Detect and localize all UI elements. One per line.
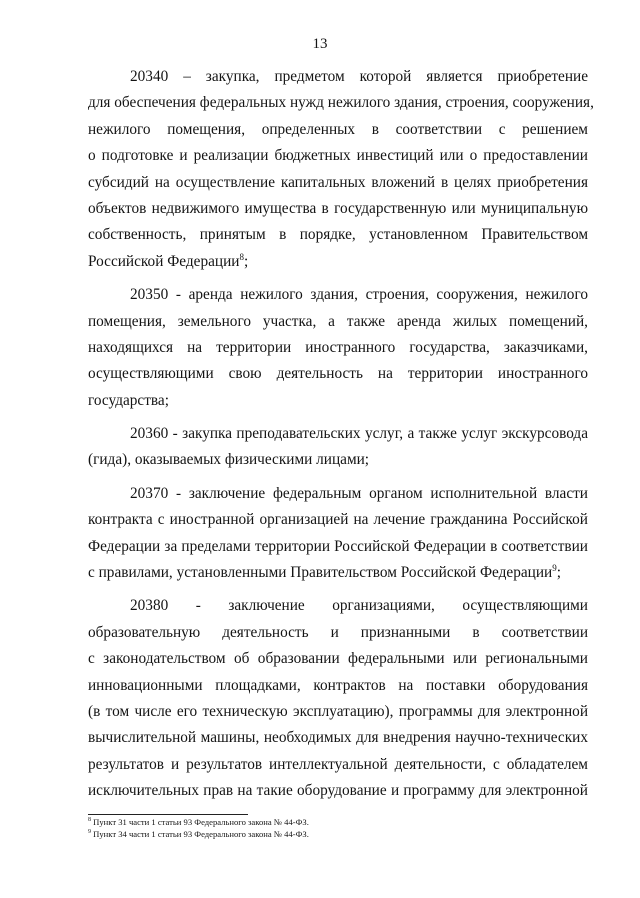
paragraph-line-last xyxy=(88,560,588,586)
footnote-ref-8[interactable]: 8 xyxy=(239,251,244,262)
paragraph-line: находящихся на территории иностранного государства, заказчиками, xyxy=(88,338,588,356)
paragraph-line: для обеспечения федеральных нужд нежилого здания, строения, сооружения, xyxy=(88,94,594,112)
paragraph-line: собственность, принятым в порядке, установленном Правительством xyxy=(88,226,588,244)
paragraph-20360 xyxy=(88,421,588,474)
paragraph-line-last: (гида), оказываемых физическими лицами; xyxy=(88,451,370,469)
paragraph-line: помещения, земельного участка, а также аренда жилых помещений, xyxy=(88,312,588,330)
paragraph-line: образовательную деятельность и признанными в соответствии xyxy=(88,623,588,641)
footnote-separator xyxy=(88,814,248,815)
footnote-text: Пункт 34 части 1 статьи 93 Федерального закона № 44-ФЗ. xyxy=(93,828,309,839)
paragraph-line: контракта с иностранной организацией на лечение гражданина Российской xyxy=(88,511,588,529)
paragraph-tail: ; xyxy=(243,252,249,270)
paragraph-20350 xyxy=(88,282,588,414)
footnote-number: 9 xyxy=(88,828,91,835)
footnote-number: 8 xyxy=(88,817,91,824)
paragraph-20370 xyxy=(88,481,588,587)
paragraph-line-text: Российской Федерации xyxy=(88,252,240,270)
paragraph-line: 20370 - заключение федеральным органом исполнительной власти xyxy=(130,484,588,502)
paragraph-line-last: государства; xyxy=(88,391,169,409)
paragraph-line: 20340 – закупка, предметом которой является приобретение xyxy=(130,68,588,85)
paragraph-line: нежилого помещения, определенных в соответствии с решением xyxy=(88,120,588,138)
footnote-ref-9[interactable]: 9 xyxy=(552,562,557,573)
paragraph-line: Федерации за пределами территории Российской Федерации в соответствии xyxy=(88,537,588,555)
footnote-text: Пункт 31 части 1 статьи 93 Федерального закона № 44-ФЗ. xyxy=(93,817,309,827)
paragraph-line: (в том числе его техническую эксплуатацию), программы для электронной xyxy=(88,702,588,720)
paragraph-tail: ; xyxy=(556,564,561,582)
paragraph-line: инновационными площадками, контрактов на поставки оборудования xyxy=(88,676,588,694)
paragraph-20340 xyxy=(88,64,594,275)
paragraph-line: осуществляющими свою деятельность на территории иностранного xyxy=(88,365,588,383)
paragraph-line: исключительных прав на такие оборудование и программу для электронной xyxy=(88,782,588,800)
paragraph-line: 20350 - аренда нежилого здания, строения, сооружения, нежилого xyxy=(130,286,588,304)
paragraph-line: результатов и результатов интеллектуальной деятельности, с обладателем xyxy=(88,755,588,773)
paragraph-line-last xyxy=(88,249,588,275)
footnote-8 xyxy=(88,817,588,829)
paragraph-line: объектов недвижимого имущества в государственную или муниципальную xyxy=(88,199,588,217)
paragraph-line: 20360 - закупка преподавательских услуг, а также услуг экскурсовода xyxy=(130,425,588,443)
paragraph-line: вычислительной машины, необходимых для внедрения научно-технических xyxy=(88,729,588,747)
document-body xyxy=(88,64,594,805)
paragraph-line: с законодательством об образовании федеральными или региональными xyxy=(88,650,588,668)
paragraph-line: субсидий на осуществление капитальных вложений в целях приобретения xyxy=(88,173,588,191)
paragraph-line: 20380 - заключение организациями, осуществляющими xyxy=(130,597,588,615)
paragraph-20380 xyxy=(88,593,588,804)
paragraph-line-text: с правилами, установленными Правительством Российской Федерации xyxy=(88,564,553,582)
page-number: 13 xyxy=(312,36,328,52)
footnote-9 xyxy=(88,829,588,841)
footnotes xyxy=(88,817,588,840)
paragraph-line: о подготовке и реализации бюджетных инвестиций или о предоставлении xyxy=(88,147,588,165)
